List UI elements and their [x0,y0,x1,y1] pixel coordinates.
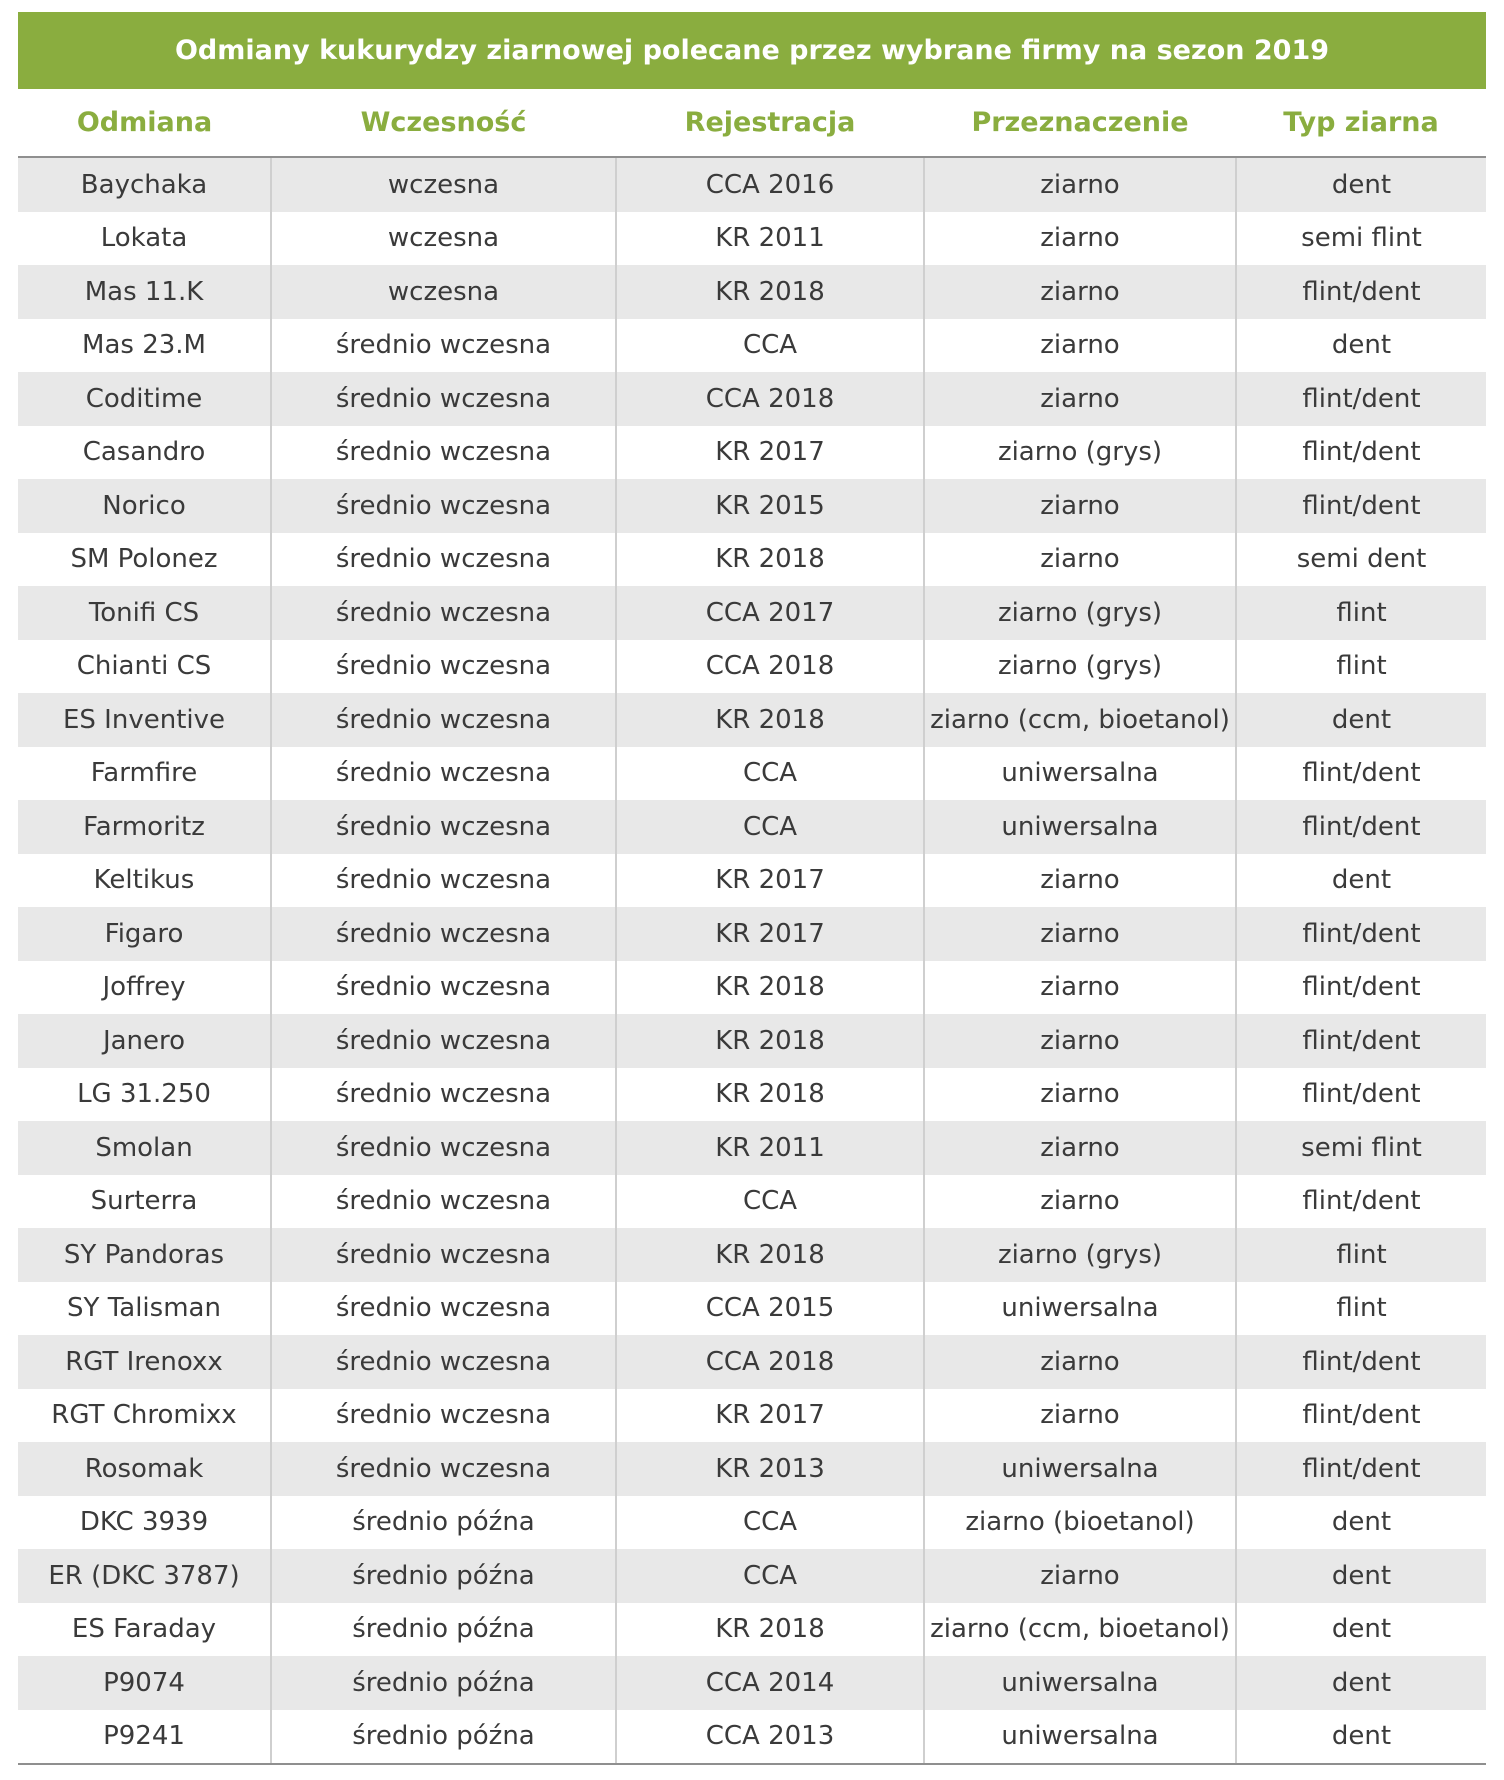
cell-grain-type: flint/dent [1236,479,1486,533]
table-row [18,1068,1486,1122]
cell-grain-type: flint/dent [1236,907,1486,961]
cell-variety: Farmoritz [18,800,271,854]
cell-registration: KR 2018 [616,265,924,319]
table-row [18,479,1486,533]
cell-variety: Mas 23.M [18,319,271,373]
cell-earliness: średnio wczesna [271,1442,616,1496]
column-header-grain-type: Typ ziarna [1236,89,1486,157]
cell-purpose: uniwersalna [924,1656,1236,1710]
table-row [18,586,1486,640]
cell-purpose: ziarno [924,1549,1236,1603]
cell-grain-type: dent [1236,854,1486,908]
table-body [18,157,1486,1764]
cell-variety: Lokata [18,212,271,266]
cell-purpose: ziarno [924,372,1236,426]
cell-earliness: średnio wczesna [271,319,616,373]
cell-registration: KR 2017 [616,1389,924,1443]
cell-variety: Mas 11.K [18,265,271,319]
table-header [18,89,1486,157]
table-row [18,1014,1486,1068]
table-row [18,426,1486,480]
table-row [18,907,1486,961]
cell-purpose: ziarno [924,479,1236,533]
cell-purpose: ziarno (bioetanol) [924,1496,1236,1550]
cell-variety: Keltikus [18,854,271,908]
table-row [18,372,1486,426]
cell-purpose: ziarno [924,265,1236,319]
table-row [18,1603,1486,1657]
cell-registration: CCA 2013 [616,1710,924,1765]
cell-grain-type: flint/dent [1236,747,1486,801]
cell-grain-type: dent [1236,319,1486,373]
column-header-purpose: Przeznaczenie [924,89,1236,157]
table-row [18,157,1486,212]
cell-registration: CCA 2018 [616,640,924,694]
table-row [18,693,1486,747]
cell-purpose: ziarno (grys) [924,586,1236,640]
table-row [18,1175,1486,1229]
cell-registration: CCA 2015 [616,1282,924,1336]
cell-registration: CCA 2018 [616,1335,924,1389]
cell-purpose: ziarno [924,907,1236,961]
cell-earliness: średnio wczesna [271,479,616,533]
table-row [18,1710,1486,1765]
table-row [18,854,1486,908]
cell-variety: Smolan [18,1121,271,1175]
cell-registration: CCA [616,747,924,801]
cell-purpose: ziarno [924,157,1236,212]
cell-earliness: średnio wczesna [271,747,616,801]
column-header-registration: Rejestracja [616,89,924,157]
cell-grain-type: dent [1236,157,1486,212]
table-row [18,800,1486,854]
variety-table-container [18,12,1486,1765]
cell-registration: KR 2011 [616,212,924,266]
cell-variety: Joffrey [18,961,271,1015]
cell-grain-type: flint/dent [1236,1068,1486,1122]
table-row [18,1282,1486,1336]
cell-earliness: średnio wczesna [271,372,616,426]
cell-grain-type: flint/dent [1236,1014,1486,1068]
column-header-earliness: Wczesność [271,89,616,157]
cell-variety: RGT Chromixx [18,1389,271,1443]
cell-variety: SY Pandoras [18,1228,271,1282]
cell-registration: CCA [616,1175,924,1229]
cell-registration: CCA [616,1496,924,1550]
cell-grain-type: semi dent [1236,533,1486,587]
cell-earliness: wczesna [271,212,616,266]
table-row [18,533,1486,587]
cell-grain-type: dent [1236,1549,1486,1603]
cell-variety: Coditime [18,372,271,426]
cell-variety: Janero [18,1014,271,1068]
cell-purpose: ziarno (grys) [924,640,1236,694]
cell-purpose: uniwersalna [924,1282,1236,1336]
cell-registration: KR 2018 [616,1228,924,1282]
cell-registration: KR 2011 [616,1121,924,1175]
cell-earliness: średnio wczesna [271,586,616,640]
cell-variety: Norico [18,479,271,533]
cell-earliness: średnio późna [271,1710,616,1765]
table-row [18,1228,1486,1282]
cell-purpose: uniwersalna [924,800,1236,854]
cell-variety: Baychaka [18,157,271,212]
cell-registration: KR 2013 [616,1442,924,1496]
cell-earliness: średnio wczesna [271,1014,616,1068]
cell-purpose: ziarno [924,961,1236,1015]
cell-earliness: średnio późna [271,1603,616,1657]
table-row [18,265,1486,319]
table-row [18,1121,1486,1175]
cell-purpose: ziarno [924,319,1236,373]
cell-variety: Surterra [18,1175,271,1229]
cell-grain-type: flint/dent [1236,426,1486,480]
cell-registration: CCA [616,319,924,373]
cell-variety: RGT Irenoxx [18,1335,271,1389]
cell-earliness: średnio wczesna [271,907,616,961]
cell-grain-type: flint/dent [1236,1442,1486,1496]
cell-variety: Figaro [18,907,271,961]
table-row [18,961,1486,1015]
table-row [18,747,1486,801]
cell-registration: CCA 2018 [616,372,924,426]
cell-registration: KR 2018 [616,1603,924,1657]
cell-registration: KR 2018 [616,533,924,587]
cell-grain-type: flint/dent [1236,1175,1486,1229]
cell-grain-type: semi flint [1236,212,1486,266]
cell-grain-type: semi flint [1236,1121,1486,1175]
cell-registration: CCA [616,1549,924,1603]
cell-purpose: ziarno [924,1175,1236,1229]
cell-variety: LG 31.250 [18,1068,271,1122]
variety-table [18,89,1486,1765]
cell-purpose: uniwersalna [924,1710,1236,1765]
cell-grain-type: flint/dent [1236,961,1486,1015]
cell-grain-type: dent [1236,1710,1486,1765]
cell-earliness: wczesna [271,157,616,212]
cell-variety: Farmfire [18,747,271,801]
cell-registration: CCA 2014 [616,1656,924,1710]
cell-variety: SY Talisman [18,1282,271,1336]
table-row [18,212,1486,266]
cell-grain-type: flint/dent [1236,1335,1486,1389]
cell-purpose: ziarno [924,1068,1236,1122]
cell-purpose: ziarno [924,1335,1236,1389]
table-row [18,1442,1486,1496]
table-title: Odmiany kukurydzy ziarnowej polecane przez wybrane firmy na sezon 2019 [18,12,1486,89]
cell-registration: CCA 2016 [616,157,924,212]
cell-purpose: ziarno (grys) [924,426,1236,480]
cell-earliness: średnio wczesna [271,1068,616,1122]
cell-variety: DKC 3939 [18,1496,271,1550]
cell-earliness: średnio późna [271,1496,616,1550]
cell-registration: KR 2018 [616,1068,924,1122]
cell-variety: ES Inventive [18,693,271,747]
cell-registration: KR 2018 [616,693,924,747]
cell-earliness: średnio wczesna [271,693,616,747]
cell-earliness: średnio wczesna [271,1389,616,1443]
cell-variety: Casandro [18,426,271,480]
cell-grain-type: flint/dent [1236,265,1486,319]
cell-grain-type: flint [1236,1228,1486,1282]
cell-purpose: ziarno [924,533,1236,587]
table-row [18,1389,1486,1443]
cell-grain-type: flint [1236,1282,1486,1336]
cell-grain-type: dent [1236,1656,1486,1710]
cell-grain-type: flint [1236,586,1486,640]
cell-variety: SM Polonez [18,533,271,587]
cell-purpose: ziarno [924,1121,1236,1175]
cell-purpose: ziarno (ccm, bioetanol) [924,693,1236,747]
cell-registration: CCA [616,800,924,854]
cell-variety: P9074 [18,1656,271,1710]
cell-registration: KR 2018 [616,961,924,1015]
cell-earliness: średnio późna [271,1656,616,1710]
table-row [18,1656,1486,1710]
cell-purpose: uniwersalna [924,747,1236,801]
cell-variety: Chianti CS [18,640,271,694]
cell-registration: KR 2017 [616,854,924,908]
column-header-variety: Odmiana [18,89,271,157]
cell-registration: KR 2015 [616,479,924,533]
cell-registration: KR 2017 [616,426,924,480]
cell-earliness: średnio wczesna [271,800,616,854]
cell-purpose: ziarno (ccm, bioetanol) [924,1603,1236,1657]
cell-purpose: ziarno [924,212,1236,266]
cell-earliness: średnio wczesna [271,640,616,694]
cell-grain-type: dent [1236,1603,1486,1657]
table-row [18,319,1486,373]
table-row [18,1549,1486,1603]
cell-variety: ER (DKC 3787) [18,1549,271,1603]
cell-grain-type: dent [1236,693,1486,747]
cell-purpose: ziarno [924,1014,1236,1068]
cell-registration: KR 2017 [616,907,924,961]
cell-earliness: średnio wczesna [271,426,616,480]
header-row [18,89,1486,157]
cell-variety: ES Faraday [18,1603,271,1657]
cell-earliness: średnio wczesna [271,1175,616,1229]
cell-variety: Rosomak [18,1442,271,1496]
cell-grain-type: dent [1236,1496,1486,1550]
cell-earliness: średnio wczesna [271,854,616,908]
cell-purpose: ziarno [924,1389,1236,1443]
cell-earliness: średnio wczesna [271,1121,616,1175]
cell-earliness: średnio wczesna [271,533,616,587]
cell-registration: CCA 2017 [616,586,924,640]
cell-earliness: średnio wczesna [271,1228,616,1282]
table-row [18,1335,1486,1389]
cell-variety: P9241 [18,1710,271,1765]
cell-earliness: średnio późna [271,1549,616,1603]
cell-purpose: uniwersalna [924,1442,1236,1496]
cell-earliness: średnio wczesna [271,1335,616,1389]
cell-grain-type: flint/dent [1236,800,1486,854]
cell-earliness: średnio wczesna [271,1282,616,1336]
table-row [18,640,1486,694]
table-row [18,1496,1486,1550]
cell-registration: KR 2018 [616,1014,924,1068]
cell-variety: Tonifi CS [18,586,271,640]
cell-grain-type: flint/dent [1236,372,1486,426]
cell-earliness: średnio wczesna [271,961,616,1015]
cell-grain-type: flint [1236,640,1486,694]
cell-purpose: ziarno [924,854,1236,908]
cell-earliness: wczesna [271,265,616,319]
cell-purpose: ziarno (grys) [924,1228,1236,1282]
cell-grain-type: flint/dent [1236,1389,1486,1443]
